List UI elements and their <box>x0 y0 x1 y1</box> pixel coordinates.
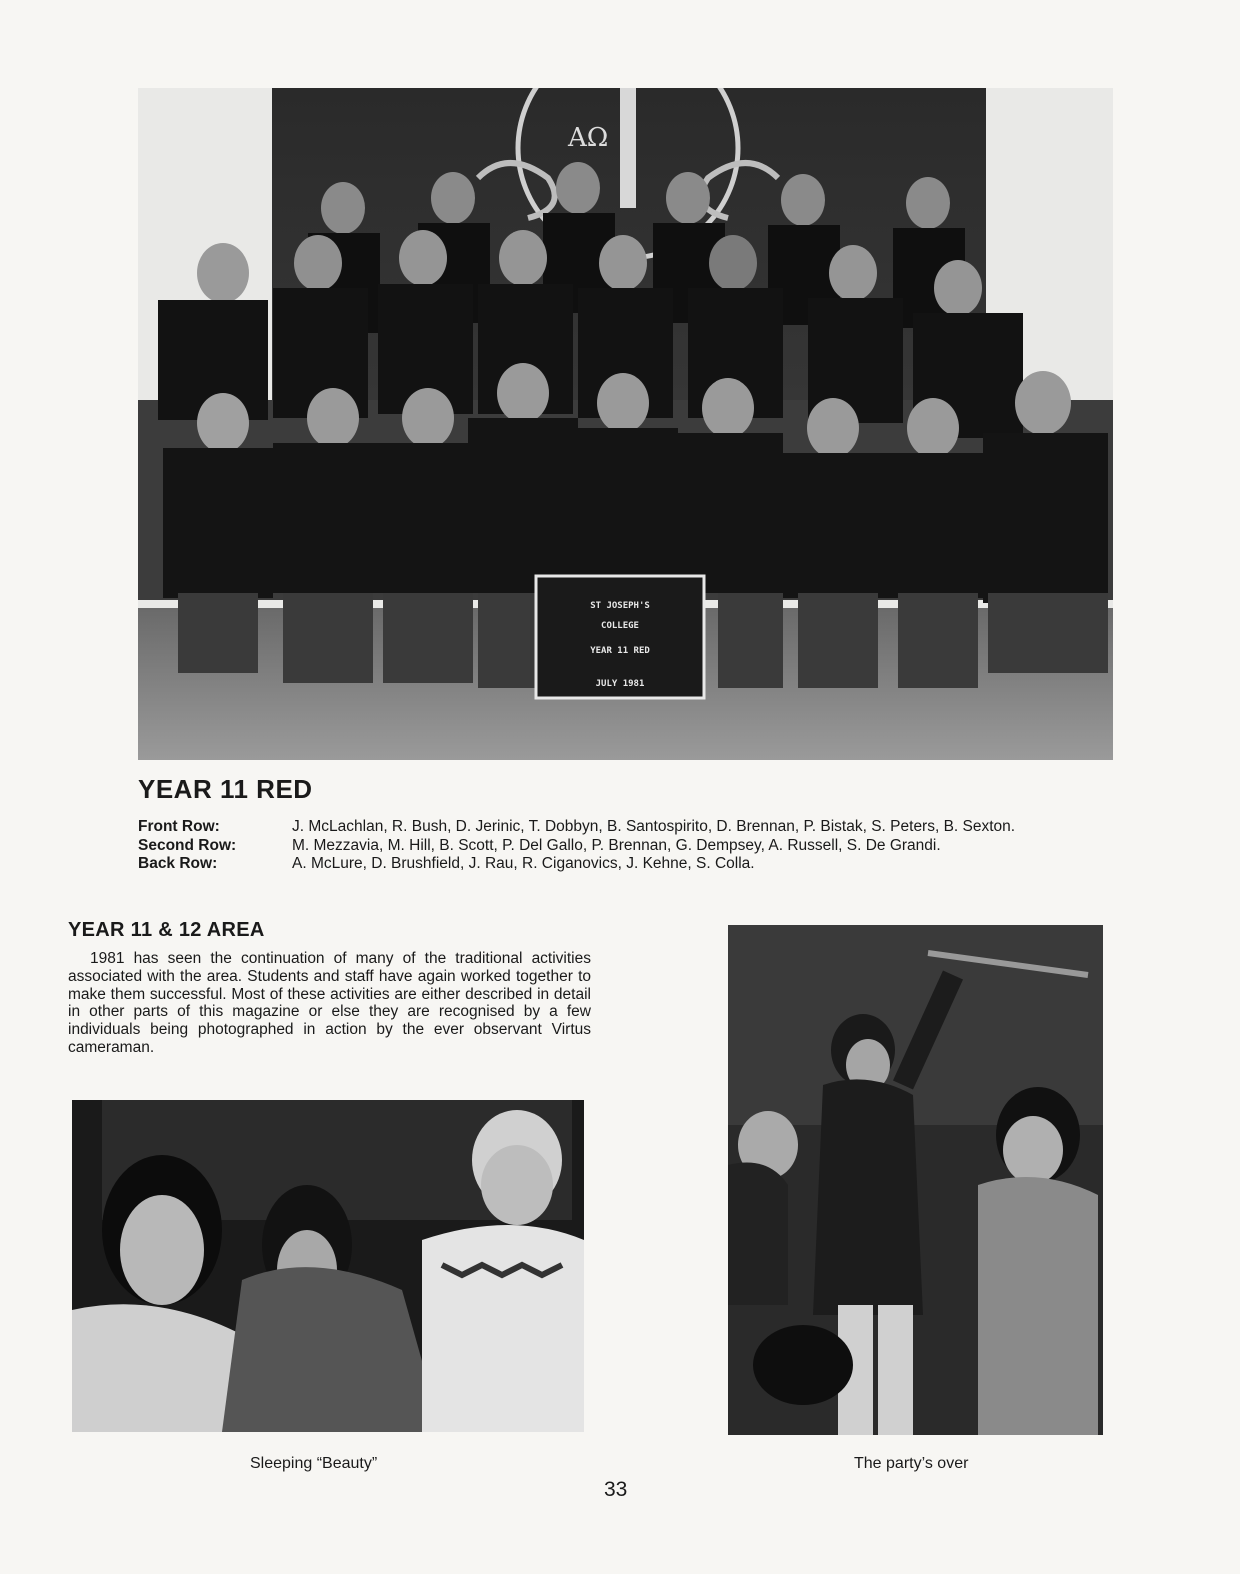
board-line-1: ST JOSEPH'S <box>590 601 650 611</box>
board-line-2: COLLEGE <box>601 621 639 631</box>
roster-row-front <box>138 818 1078 837</box>
board-line-3: YEAR 11 RED <box>590 646 650 656</box>
roster-label: Front Row: <box>138 818 220 835</box>
roster-row-second <box>138 837 1078 856</box>
crest-text: AΩ <box>568 123 609 153</box>
sleeping-photo-caption: Sleeping “Beauty” <box>250 1455 378 1472</box>
roster-row-back <box>138 855 1078 874</box>
class-group-photo <box>138 88 1113 760</box>
party-photo-caption: The party’s over <box>854 1455 969 1472</box>
area-body-text: 1981 has seen the continuation of many of the traditional activities associated with the area. Students and staff have again worked together to make them successful. Most of these activities are either described in detail in other parts of this magazine or else they are recognised by a few individuals being photographed in action by the ever observant Virtus cameraman. <box>68 950 591 1056</box>
class-roster <box>138 818 1078 874</box>
class-title: YEAR 11 RED <box>138 774 313 804</box>
page-number: 33 <box>604 1478 628 1501</box>
area-title: YEAR 11 & 12 AREA <box>68 919 265 941</box>
sleeping-beauty-photo <box>72 1100 584 1432</box>
roster-names: A. McLure, D. Brushfield, J. Rau, R. Ciganovics, J. Kehne, S. Colla. <box>292 855 755 872</box>
roster-label: Second Row: <box>138 836 237 854</box>
roster-names: J. McLachlan, R. Bush, D. Jerinic, T. Dobbyn, B. Santospirito, D. Brennan, P. Bistak, S. Peters, B. Sexton. <box>292 818 1016 835</box>
roster-names: M. Mezzavia, M. Hill, B. Scott, P. Del Gallo, P. Brennan, G. Dempsey, A. Russell, S. De Grandi. <box>292 836 941 854</box>
board-line-4: JULY 1981 <box>595 679 645 689</box>
party-over-photo <box>728 925 1103 1435</box>
roster-label: Back Row: <box>138 855 218 872</box>
